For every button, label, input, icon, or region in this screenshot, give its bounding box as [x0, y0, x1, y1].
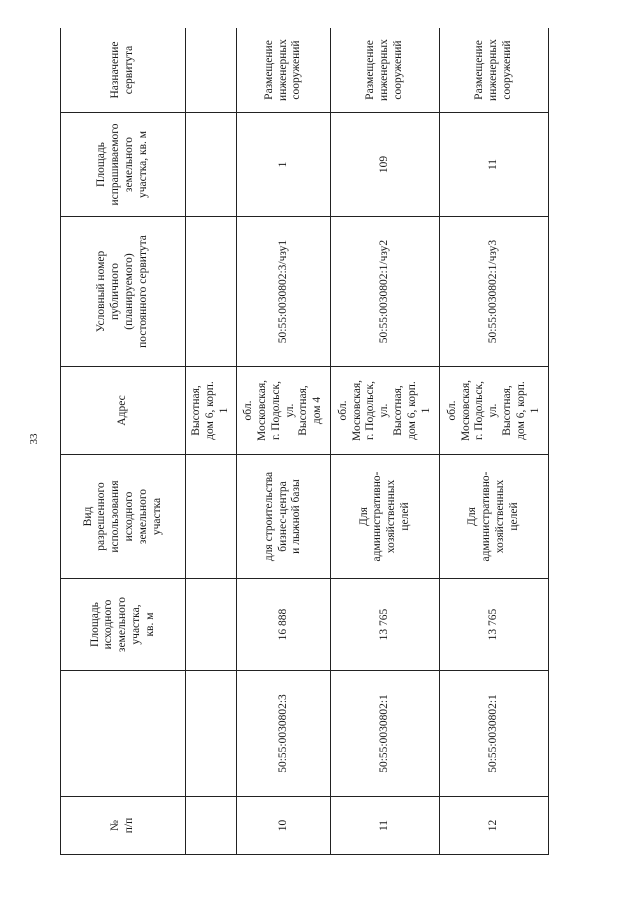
cell-address: обл. Московская, г. Подольск, ул. Высотная, дом 6, корп. 1 — [440, 367, 549, 455]
cell-servitude-purpose: Размещение инженерных сооружений — [236, 28, 330, 113]
cell-no: 11 — [331, 797, 440, 855]
cell-source-area — [186, 579, 237, 671]
cell-address: обл. Московская, г. Подольск, ул. Высотная, дом 6, корп. 1 — [331, 367, 440, 455]
cell-address: Высотная, дом 6, корп. 1 — [186, 367, 237, 455]
cell-servitude-purpose — [186, 28, 237, 113]
cell-cadastral-number: 50:55:0030802:1 — [440, 671, 549, 797]
cell-cadastral-number — [186, 671, 237, 797]
cell-servitude-purpose: Размещение инженерных сооружений — [440, 28, 549, 113]
page-number: 33 — [28, 433, 40, 445]
cell-permitted-use: для строительства бизнес-центра и лыжной базы — [236, 455, 330, 579]
header-requested-area: Площадь испрашиваемого земельного участка, кв. м — [61, 113, 186, 217]
cell-permitted-use: Для административно- хозяйственных целей — [440, 455, 549, 579]
table-row — [236, 28, 330, 855]
cell-source-area: 16 888 — [236, 579, 330, 671]
cell-requested-area: 109 — [331, 113, 440, 217]
cell-no: 10 — [236, 797, 330, 855]
table-row — [186, 28, 237, 855]
cell-permitted-use — [186, 455, 237, 579]
cell-requested-area — [186, 113, 237, 217]
cell-requested-area: 1 — [236, 113, 330, 217]
servitude-table — [60, 28, 549, 855]
cell-no — [186, 797, 237, 855]
table-row — [331, 28, 440, 855]
header-no: № п/п — [61, 797, 186, 855]
header-source-area: Площадь исходного земельного участка, кв. м — [61, 579, 186, 671]
cell-requested-area: 11 — [440, 113, 549, 217]
header-servitude-purpose: Назначение сервитута — [61, 28, 186, 113]
rotated-table-frame — [60, 28, 549, 855]
header-servitude-number: Условный номер публичного (планируемого) постоянного сервитута — [61, 217, 186, 367]
cell-permitted-use: Для административно- хозяйственных целей — [331, 455, 440, 579]
table-row — [440, 28, 549, 855]
cell-servitude-number: 50:55:0030802:1/чзу2 — [331, 217, 440, 367]
cell-source-area: 13 765 — [440, 579, 549, 671]
cell-source-area: 13 765 — [331, 579, 440, 671]
servitude-table-container — [60, 28, 549, 855]
header-address: Адрес — [61, 367, 186, 455]
cell-servitude-purpose: Размещение инженерных сооружений — [331, 28, 440, 113]
cell-servitude-number: 50:55:0030802:1/чзу3 — [440, 217, 549, 367]
cell-address: обл. Московская, г. Подольск, ул. Высотная, дом 4 — [236, 367, 330, 455]
header-permitted-use: Вид разрешенного использования исходного земельного участка — [61, 455, 186, 579]
cell-cadastral-number: 50:55:0030802:1 — [331, 671, 440, 797]
cell-servitude-number — [186, 217, 237, 367]
cell-cadastral-number: 50:55:0030802:3 — [236, 671, 330, 797]
header-cadastral-number — [61, 671, 186, 797]
header-row — [61, 28, 186, 855]
cell-no: 12 — [440, 797, 549, 855]
cell-servitude-number: 50:55:0030802:3/чзу1 — [236, 217, 330, 367]
